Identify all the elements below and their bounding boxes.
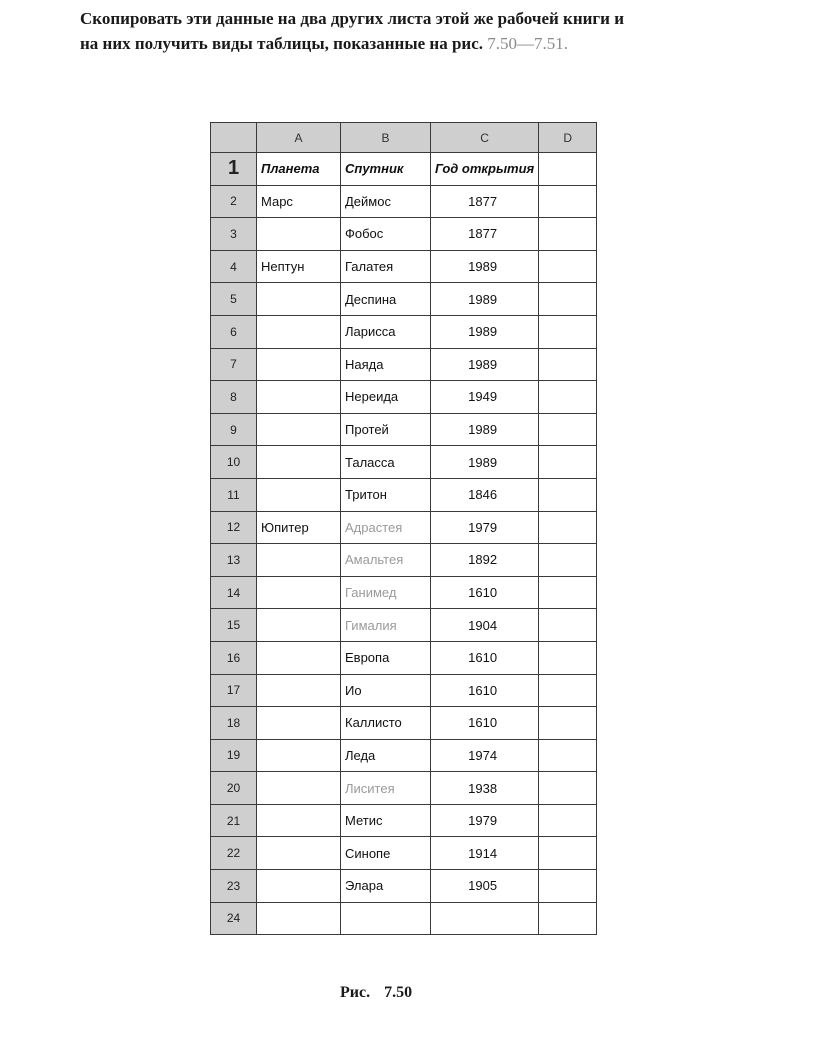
cell-planet — [257, 544, 341, 577]
cell-satellite: Леда — [341, 739, 431, 772]
column-header-d: D — [539, 123, 597, 153]
figure-reference-link[interactable]: 7.50—7.51. — [487, 34, 569, 53]
cell-year: 1974 — [431, 739, 539, 772]
empty-cell — [539, 902, 597, 935]
cell-planet — [257, 381, 341, 414]
cell-year: 1989 — [431, 315, 539, 348]
cell-year: 1610 — [431, 707, 539, 740]
table-row — [211, 250, 597, 283]
cell-satellite: Фобос — [341, 218, 431, 251]
cell-satellite: Метис — [341, 804, 431, 837]
cell-satellite: Деспина — [341, 283, 431, 316]
cell-satellite: Ио — [341, 674, 431, 707]
column-header-a: A — [257, 123, 341, 153]
empty-cell — [539, 870, 597, 903]
table-row — [211, 870, 597, 903]
cell-year: 1904 — [431, 609, 539, 642]
row-number: 8 — [211, 381, 257, 414]
cell-planet: Нептун — [257, 250, 341, 283]
empty-cell — [539, 772, 597, 805]
empty-cell — [539, 413, 597, 446]
table-row — [211, 739, 597, 772]
empty-cell — [539, 381, 597, 414]
table-row — [211, 283, 597, 316]
cell-planet — [257, 902, 341, 935]
cell-planet — [257, 348, 341, 381]
cell-satellite: Таласса — [341, 446, 431, 479]
cell-satellite: Нереида — [341, 381, 431, 414]
cell-satellite: Гималия — [341, 609, 431, 642]
empty-cell — [539, 315, 597, 348]
empty-cell — [539, 576, 597, 609]
cell-planet — [257, 478, 341, 511]
column-header-b: B — [341, 123, 431, 153]
cell-planet — [257, 413, 341, 446]
table-row — [211, 707, 597, 740]
cell-year: 1949 — [431, 381, 539, 414]
cell-satellite: Каллисто — [341, 707, 431, 740]
empty-cell — [539, 674, 597, 707]
cell-planet — [257, 283, 341, 316]
cell-planet — [257, 315, 341, 348]
row-number: 11 — [211, 478, 257, 511]
cell-satellite: Элара — [341, 870, 431, 903]
table-row — [211, 413, 597, 446]
cell-year: 1610 — [431, 674, 539, 707]
table-header-row — [211, 153, 597, 186]
row-number: 3 — [211, 218, 257, 251]
row-number: 4 — [211, 250, 257, 283]
cell-year — [431, 902, 539, 935]
cell-year: 1877 — [431, 185, 539, 218]
row-number: 22 — [211, 837, 257, 870]
table-row — [211, 772, 597, 805]
empty-cell — [539, 250, 597, 283]
row-number: 15 — [211, 609, 257, 642]
cell-satellite: Адрастея — [341, 511, 431, 544]
cell-planet — [257, 218, 341, 251]
cell-planet — [257, 609, 341, 642]
header-discovery-year: Год открытия — [431, 153, 539, 186]
table-row — [211, 446, 597, 479]
cell-year: 1914 — [431, 837, 539, 870]
empty-cell — [539, 739, 597, 772]
cell-satellite: Наяда — [341, 348, 431, 381]
table-row — [211, 641, 597, 674]
cell-year: 1610 — [431, 641, 539, 674]
cell-planet — [257, 804, 341, 837]
cell-planet — [257, 674, 341, 707]
empty-cell — [539, 446, 597, 479]
figure-caption: Рис. 7.50 — [340, 984, 413, 1001]
cell-planet — [257, 739, 341, 772]
table-row — [211, 478, 597, 511]
cell-satellite: Амальтея — [341, 544, 431, 577]
table-row — [211, 544, 597, 577]
cell-year: 1846 — [431, 478, 539, 511]
empty-cell — [539, 544, 597, 577]
cell-year: 1989 — [431, 446, 539, 479]
column-header-c: C — [431, 123, 539, 153]
empty-cell — [539, 478, 597, 511]
cell-satellite: Ларисса — [341, 315, 431, 348]
cell-year: 1938 — [431, 772, 539, 805]
row-number: 2 — [211, 185, 257, 218]
cell-year: 1989 — [431, 413, 539, 446]
cell-year: 1979 — [431, 804, 539, 837]
header-satellite: Спутник — [341, 153, 431, 186]
row-number: 13 — [211, 544, 257, 577]
row-number: 6 — [211, 315, 257, 348]
cell-year: 1989 — [431, 250, 539, 283]
row-number: 17 — [211, 674, 257, 707]
row-number: 19 — [211, 739, 257, 772]
table-row — [211, 511, 597, 544]
table-row — [211, 381, 597, 414]
empty-cell — [539, 707, 597, 740]
empty-cell — [539, 153, 597, 186]
cell-year: 1989 — [431, 348, 539, 381]
intro-paragraph — [80, 6, 780, 56]
cell-satellite: Тритон — [341, 478, 431, 511]
corner-cell — [211, 123, 257, 153]
table-row — [211, 315, 597, 348]
cell-satellite: Европа — [341, 641, 431, 674]
cell-satellite: Синопе — [341, 837, 431, 870]
table-row — [211, 185, 597, 218]
table-row — [211, 218, 597, 251]
empty-cell — [539, 283, 597, 316]
intro-line-1: Скопировать эти данные на два других листа этой же рабочей книги и — [80, 9, 624, 28]
cell-year: 1610 — [431, 576, 539, 609]
row-number: 18 — [211, 707, 257, 740]
column-header-row — [211, 123, 597, 153]
table-row — [211, 837, 597, 870]
cell-planet — [257, 837, 341, 870]
spreadsheet-figure — [210, 122, 597, 935]
cell-satellite: Лиситея — [341, 772, 431, 805]
row-number: 24 — [211, 902, 257, 935]
row-number: 7 — [211, 348, 257, 381]
cell-planet — [257, 707, 341, 740]
header-planet: Планета — [257, 153, 341, 186]
row-number: 21 — [211, 804, 257, 837]
empty-cell — [539, 609, 597, 642]
empty-cell — [539, 511, 597, 544]
empty-cell — [539, 837, 597, 870]
empty-cell — [539, 804, 597, 837]
cell-year: 1989 — [431, 283, 539, 316]
row-number: 1 — [211, 153, 257, 186]
row-number: 14 — [211, 576, 257, 609]
cell-satellite: Ганимед — [341, 576, 431, 609]
cell-satellite: Деймос — [341, 185, 431, 218]
table-row — [211, 674, 597, 707]
cell-satellite — [341, 902, 431, 935]
row-number: 23 — [211, 870, 257, 903]
cell-planet — [257, 576, 341, 609]
table-row — [211, 348, 597, 381]
row-number: 12 — [211, 511, 257, 544]
empty-cell — [539, 185, 597, 218]
intro-line-2: на них получить виды таблицы, показанные на рис. — [80, 34, 484, 53]
cell-year: 1905 — [431, 870, 539, 903]
cell-planet — [257, 870, 341, 903]
cell-planet: Юпитер — [257, 511, 341, 544]
empty-cell — [539, 641, 597, 674]
table-row — [211, 804, 597, 837]
row-number: 16 — [211, 641, 257, 674]
cell-year: 1979 — [431, 511, 539, 544]
cell-planet: Марс — [257, 185, 341, 218]
cell-planet — [257, 772, 341, 805]
row-number: 10 — [211, 446, 257, 479]
row-number: 5 — [211, 283, 257, 316]
empty-cell — [539, 348, 597, 381]
cell-satellite: Галатея — [341, 250, 431, 283]
cell-year: 1892 — [431, 544, 539, 577]
empty-cell — [539, 218, 597, 251]
cell-planet — [257, 446, 341, 479]
table-row — [211, 902, 597, 935]
cell-satellite: Протей — [341, 413, 431, 446]
row-number: 9 — [211, 413, 257, 446]
row-number: 20 — [211, 772, 257, 805]
table-row — [211, 576, 597, 609]
cell-year: 1877 — [431, 218, 539, 251]
table-row — [211, 609, 597, 642]
cell-planet — [257, 641, 341, 674]
